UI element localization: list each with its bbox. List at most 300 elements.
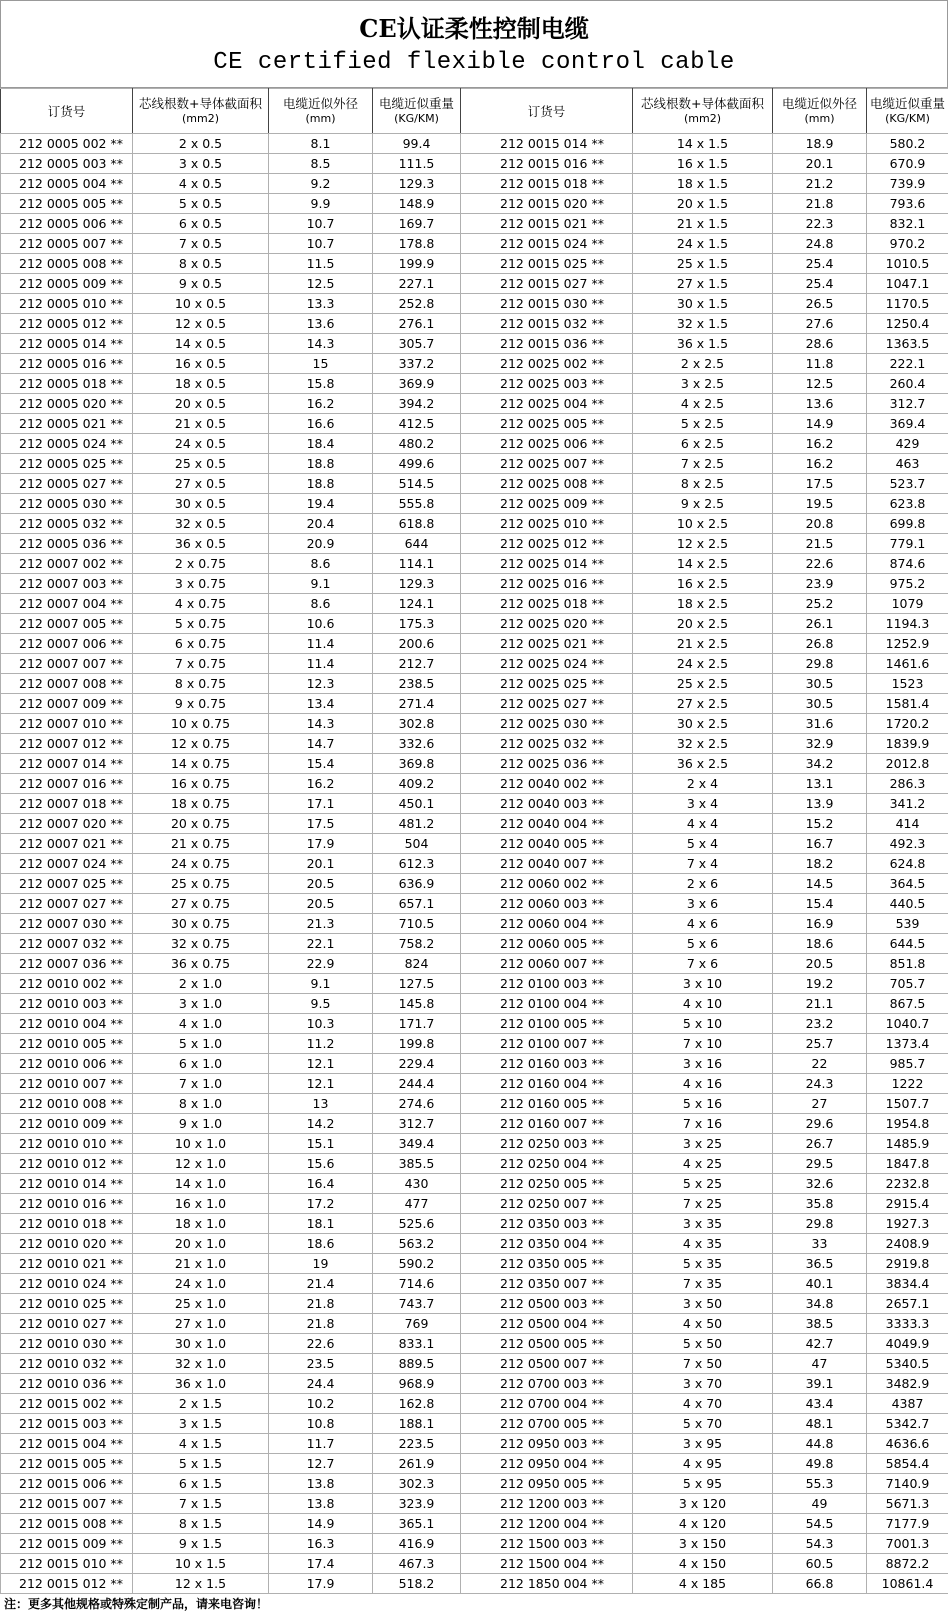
cores-cell: 32 x 0.5	[133, 514, 269, 534]
table-row	[1, 1374, 948, 1394]
table-row	[1, 954, 948, 974]
order-no-cell: 212 0007 025 **	[1, 874, 133, 894]
weight-cell: 4049.9	[867, 1334, 948, 1354]
order-no-cell: 212 0015 030 **	[461, 294, 633, 314]
order-no-cell: 212 0010 004 **	[1, 1014, 133, 1034]
diameter-cell: 27	[773, 1094, 867, 1114]
table-row	[1, 454, 948, 474]
table-row	[1, 1434, 948, 1454]
cores-cell: 2 x 1.0	[133, 974, 269, 994]
weight-cell: 323.9	[373, 1494, 461, 1514]
order-no-cell: 212 0700 005 **	[461, 1414, 633, 1434]
cable-spec-table	[0, 88, 948, 1594]
table-row	[1, 214, 948, 234]
order-no-cell: 212 0010 020 **	[1, 1234, 133, 1254]
cores-cell: 5 x 70	[633, 1414, 773, 1434]
weight-cell: 223.5	[373, 1434, 461, 1454]
weight-cell: 171.7	[373, 1014, 461, 1034]
diameter-cell: 43.4	[773, 1394, 867, 1414]
diameter-cell: 13.4	[269, 694, 373, 714]
table-row	[1, 1314, 948, 1334]
cores-cell: 18 x 0.5	[133, 374, 269, 394]
weight-cell: 4387	[867, 1394, 948, 1414]
weight-cell: 129.3	[373, 174, 461, 194]
cores-cell: 9 x 1.0	[133, 1114, 269, 1134]
diameter-cell: 14.9	[773, 414, 867, 434]
cores-cell: 5 x 4	[633, 834, 773, 854]
order-no-cell: 212 0010 010 **	[1, 1134, 133, 1154]
order-no-cell: 212 0005 014 **	[1, 334, 133, 354]
table-row	[1, 554, 948, 574]
weight-cell: 1250.4	[867, 314, 948, 334]
weight-cell: 555.8	[373, 494, 461, 514]
diameter-cell: 16.2	[269, 394, 373, 414]
weight-cell: 2408.9	[867, 1234, 948, 1254]
diameter-cell: 13.6	[269, 314, 373, 334]
order-no-cell: 212 0007 005 **	[1, 614, 133, 634]
order-no-cell: 212 0005 008 **	[1, 254, 133, 274]
cores-cell: 4 x 25	[633, 1154, 773, 1174]
cores-cell: 7 x 16	[633, 1114, 773, 1134]
cores-cell: 27 x 0.75	[133, 894, 269, 914]
cores-cell: 5 x 16	[633, 1094, 773, 1114]
weight-cell: 227.1	[373, 274, 461, 294]
weight-cell: 699.8	[867, 514, 948, 534]
order-no-cell: 212 0010 025 **	[1, 1294, 133, 1314]
order-no-cell: 212 0160 003 **	[461, 1054, 633, 1074]
order-no-cell: 212 0100 003 **	[461, 974, 633, 994]
diameter-cell: 29.6	[773, 1114, 867, 1134]
cores-cell: 6 x 2.5	[633, 434, 773, 454]
table-row	[1, 1494, 948, 1514]
cores-cell: 5 x 95	[633, 1474, 773, 1494]
order-no-cell: 212 0025 025 **	[461, 674, 633, 694]
diameter-cell: 12.5	[269, 274, 373, 294]
weight-cell: 129.3	[373, 574, 461, 594]
diameter-cell: 13.3	[269, 294, 373, 314]
cores-cell: 12 x 1.5	[133, 1574, 269, 1594]
cores-cell: 3 x 10	[633, 974, 773, 994]
weight-cell: 968.9	[373, 1374, 461, 1394]
diameter-cell: 12.1	[269, 1054, 373, 1074]
cores-cell: 20 x 1.5	[633, 194, 773, 214]
order-no-cell: 212 0250 003 **	[461, 1134, 633, 1154]
table-row	[1, 154, 948, 174]
order-no-cell: 212 0005 012 **	[1, 314, 133, 334]
weight-cell: 710.5	[373, 914, 461, 934]
header-cores-2	[633, 89, 773, 134]
table-row	[1, 1454, 948, 1474]
weight-cell: 212.7	[373, 654, 461, 674]
table-row	[1, 654, 948, 674]
weight-cell: 369.9	[373, 374, 461, 394]
order-no-cell: 212 0025 016 **	[461, 574, 633, 594]
header-diameter	[269, 89, 373, 134]
weight-cell: 312.7	[867, 394, 948, 414]
diameter-cell: 25.4	[773, 254, 867, 274]
diameter-cell: 13.1	[773, 774, 867, 794]
weight-cell: 332.6	[373, 734, 461, 754]
order-no-cell: 212 0010 012 **	[1, 1154, 133, 1174]
diameter-cell: 54.5	[773, 1514, 867, 1534]
diameter-cell: 23.9	[773, 574, 867, 594]
header-order-no-2: 订货号	[461, 89, 633, 134]
cores-cell: 36 x 0.5	[133, 534, 269, 554]
diameter-cell: 23.2	[773, 1014, 867, 1034]
cores-cell: 7 x 1.0	[133, 1074, 269, 1094]
table-row	[1, 314, 948, 334]
cores-cell: 30 x 0.5	[133, 494, 269, 514]
weight-cell: 824	[373, 954, 461, 974]
diameter-cell: 8.6	[269, 594, 373, 614]
table-row	[1, 1114, 948, 1134]
order-no-cell: 212 0010 009 **	[1, 1114, 133, 1134]
cores-cell: 32 x 0.75	[133, 934, 269, 954]
diameter-cell: 28.6	[773, 334, 867, 354]
weight-cell: 114.1	[373, 554, 461, 574]
weight-cell: 199.9	[373, 254, 461, 274]
diameter-cell: 14.3	[269, 334, 373, 354]
order-no-cell: 212 0010 036 **	[1, 1374, 133, 1394]
order-no-cell: 212 0010 014 **	[1, 1174, 133, 1194]
weight-cell: 124.1	[373, 594, 461, 614]
cores-cell: 3 x 4	[633, 794, 773, 814]
table-row	[1, 494, 948, 514]
weight-cell: 612.3	[373, 854, 461, 874]
order-no-cell: 212 0025 004 **	[461, 394, 633, 414]
header-weight-unit: (KG/KM)	[394, 112, 439, 125]
diameter-cell: 14.5	[773, 874, 867, 894]
diameter-cell: 21.3	[269, 914, 373, 934]
diameter-cell: 11.2	[269, 1034, 373, 1054]
order-no-cell: 212 0015 018 **	[461, 174, 633, 194]
table-row	[1, 1294, 948, 1314]
diameter-cell: 20.1	[773, 154, 867, 174]
cores-cell: 2 x 6	[633, 874, 773, 894]
cores-cell: 32 x 1.5	[633, 314, 773, 334]
order-no-cell: 212 0025 006 **	[461, 434, 633, 454]
weight-cell: 499.6	[373, 454, 461, 474]
weight-cell: 7001.3	[867, 1534, 948, 1554]
diameter-cell: 19	[269, 1254, 373, 1274]
diameter-cell: 18.4	[269, 434, 373, 454]
weight-cell: 1507.7	[867, 1094, 948, 1114]
cores-cell: 16 x 0.5	[133, 354, 269, 374]
weight-cell: 970.2	[867, 234, 948, 254]
order-no-cell: 212 0500 004 **	[461, 1314, 633, 1334]
diameter-cell: 29.8	[773, 654, 867, 674]
diameter-cell: 8.5	[269, 154, 373, 174]
cores-cell: 12 x 0.75	[133, 734, 269, 754]
order-no-cell: 212 1500 004 **	[461, 1554, 633, 1574]
order-no-cell: 212 0010 021 **	[1, 1254, 133, 1274]
order-no-cell: 212 0025 024 **	[461, 654, 633, 674]
cores-cell: 3 x 35	[633, 1214, 773, 1234]
cores-cell: 2 x 1.5	[133, 1394, 269, 1414]
diameter-cell: 49	[773, 1494, 867, 1514]
diameter-cell: 20.4	[269, 514, 373, 534]
cores-cell: 10 x 2.5	[633, 514, 773, 534]
order-no-cell: 212 0350 004 **	[461, 1234, 633, 1254]
diameter-cell: 18.9	[773, 134, 867, 154]
order-no-cell: 212 0015 006 **	[1, 1474, 133, 1494]
weight-cell: 580.2	[867, 134, 948, 154]
cores-cell: 4 x 6	[633, 914, 773, 934]
cores-cell: 4 x 1.0	[133, 1014, 269, 1034]
header-weight-label: 电缆近似重量	[378, 96, 454, 111]
order-no-cell: 212 0015 036 **	[461, 334, 633, 354]
diameter-cell: 10.6	[269, 614, 373, 634]
diameter-cell: 11.4	[269, 634, 373, 654]
order-no-cell: 212 0500 007 **	[461, 1354, 633, 1374]
diameter-cell: 15.4	[269, 754, 373, 774]
diameter-cell: 16.9	[773, 914, 867, 934]
order-no-cell: 212 0007 010 **	[1, 714, 133, 734]
weight-cell: 5854.4	[867, 1454, 948, 1474]
order-no-cell: 212 0015 025 **	[461, 254, 633, 274]
order-no-cell: 212 0160 005 **	[461, 1094, 633, 1114]
weight-cell: 670.9	[867, 154, 948, 174]
order-no-cell: 212 0005 009 **	[1, 274, 133, 294]
header-weight	[373, 89, 461, 134]
order-no-cell: 212 0700 003 **	[461, 1374, 633, 1394]
cores-cell: 5 x 10	[633, 1014, 773, 1034]
cores-cell: 9 x 2.5	[633, 494, 773, 514]
weight-cell: 563.2	[373, 1234, 461, 1254]
cores-cell: 36 x 1.0	[133, 1374, 269, 1394]
cores-cell: 16 x 1.5	[633, 154, 773, 174]
order-no-cell: 212 1200 004 **	[461, 1514, 633, 1534]
table-row	[1, 1094, 948, 1114]
diameter-cell: 9.2	[269, 174, 373, 194]
order-no-cell: 212 0010 007 **	[1, 1074, 133, 1094]
diameter-cell: 49.8	[773, 1454, 867, 1474]
cores-cell: 9 x 0.5	[133, 274, 269, 294]
cores-cell: 36 x 2.5	[633, 754, 773, 774]
diameter-cell: 10.3	[269, 1014, 373, 1034]
cores-cell: 4 x 185	[633, 1574, 773, 1594]
cores-cell: 7 x 4	[633, 854, 773, 874]
table-row	[1, 974, 948, 994]
diameter-cell: 16.7	[773, 834, 867, 854]
header-order-no: 订货号	[1, 89, 133, 134]
cores-cell: 7 x 0.75	[133, 654, 269, 674]
order-no-cell: 212 0005 007 **	[1, 234, 133, 254]
diameter-cell: 15.6	[269, 1154, 373, 1174]
diameter-cell: 22.9	[269, 954, 373, 974]
diameter-cell: 26.7	[773, 1134, 867, 1154]
weight-cell: 832.1	[867, 214, 948, 234]
table-body	[1, 134, 948, 1594]
diameter-cell: 24.3	[773, 1074, 867, 1094]
cores-cell: 24 x 1.0	[133, 1274, 269, 1294]
order-no-cell: 212 0160 007 **	[461, 1114, 633, 1134]
cores-cell: 24 x 1.5	[633, 234, 773, 254]
order-no-cell: 212 0005 027 **	[1, 474, 133, 494]
diameter-cell: 9.1	[269, 574, 373, 594]
cores-cell: 21 x 1.0	[133, 1254, 269, 1274]
weight-cell: 644	[373, 534, 461, 554]
order-no-cell: 212 0025 010 **	[461, 514, 633, 534]
diameter-cell: 14.2	[269, 1114, 373, 1134]
weight-cell: 169.7	[373, 214, 461, 234]
order-no-cell: 212 0005 005 **	[1, 194, 133, 214]
header-cores-unit-2: (mm2)	[683, 112, 721, 125]
cores-cell: 4 x 35	[633, 1234, 773, 1254]
table-row	[1, 394, 948, 414]
order-no-cell: 212 0040 005 **	[461, 834, 633, 854]
cores-cell: 20 x 1.0	[133, 1234, 269, 1254]
diameter-cell: 36.5	[773, 1254, 867, 1274]
cores-cell: 8 x 1.5	[133, 1514, 269, 1534]
diameter-cell: 18.6	[269, 1234, 373, 1254]
diameter-cell: 16.4	[269, 1174, 373, 1194]
cores-cell: 3 x 0.5	[133, 154, 269, 174]
diameter-cell: 34.8	[773, 1294, 867, 1314]
diameter-cell: 20.9	[269, 534, 373, 554]
diameter-cell: 29.8	[773, 1214, 867, 1234]
order-no-cell: 212 0950 005 **	[461, 1474, 633, 1494]
cores-cell: 20 x 0.75	[133, 814, 269, 834]
cores-cell: 14 x 2.5	[633, 554, 773, 574]
weight-cell: 271.4	[373, 694, 461, 714]
weight-cell: 851.8	[867, 954, 948, 974]
cores-cell: 25 x 2.5	[633, 674, 773, 694]
order-no-cell: 212 0010 005 **	[1, 1034, 133, 1054]
table-row	[1, 134, 948, 154]
cores-cell: 8 x 1.0	[133, 1094, 269, 1114]
diameter-cell: 17.1	[269, 794, 373, 814]
diameter-cell: 15.2	[773, 814, 867, 834]
order-no-cell: 212 0500 003 **	[461, 1294, 633, 1314]
weight-cell: 793.6	[867, 194, 948, 214]
diameter-cell: 13.6	[773, 394, 867, 414]
weight-cell: 10861.4	[867, 1574, 948, 1594]
cores-cell: 4 x 16	[633, 1074, 773, 1094]
weight-cell: 463	[867, 454, 948, 474]
order-no-cell: 212 0007 032 **	[1, 934, 133, 954]
order-no-cell: 212 0015 024 **	[461, 234, 633, 254]
table-row	[1, 774, 948, 794]
order-no-cell: 212 0160 004 **	[461, 1074, 633, 1094]
table-row	[1, 1214, 948, 1234]
order-no-cell: 212 0015 004 **	[1, 1434, 133, 1454]
cores-cell: 21 x 0.75	[133, 834, 269, 854]
table-row	[1, 194, 948, 214]
order-no-cell: 212 0007 030 **	[1, 914, 133, 934]
cores-cell: 12 x 0.5	[133, 314, 269, 334]
diameter-cell: 14.3	[269, 714, 373, 734]
table-row	[1, 514, 948, 534]
weight-cell: 480.2	[373, 434, 461, 454]
weight-cell: 514.5	[373, 474, 461, 494]
weight-cell: 409.2	[373, 774, 461, 794]
order-no-cell: 212 0007 016 **	[1, 774, 133, 794]
weight-cell: 657.1	[373, 894, 461, 914]
weight-cell: 286.3	[867, 774, 948, 794]
order-no-cell: 212 1200 003 **	[461, 1494, 633, 1514]
table-row	[1, 1394, 948, 1414]
weight-cell: 5342.7	[867, 1414, 948, 1434]
cores-cell: 4 x 95	[633, 1454, 773, 1474]
order-no-cell: 212 0350 003 **	[461, 1214, 633, 1234]
table-row	[1, 1574, 948, 1594]
weight-cell: 148.9	[373, 194, 461, 214]
table-row	[1, 1274, 948, 1294]
order-no-cell: 212 0060 002 **	[461, 874, 633, 894]
weight-cell: 590.2	[373, 1254, 461, 1274]
order-no-cell: 212 0015 010 **	[1, 1554, 133, 1574]
table-row	[1, 414, 948, 434]
diameter-cell: 16.2	[269, 774, 373, 794]
diameter-cell: 35.8	[773, 1194, 867, 1214]
weight-cell: 739.9	[867, 174, 948, 194]
order-no-cell: 212 0025 005 **	[461, 414, 633, 434]
weight-cell: 758.2	[373, 934, 461, 954]
diameter-cell: 21.8	[773, 194, 867, 214]
weight-cell: 252.8	[373, 294, 461, 314]
weight-cell: 412.5	[373, 414, 461, 434]
order-no-cell: 212 0015 020 **	[461, 194, 633, 214]
table-row	[1, 1474, 948, 1494]
diameter-cell: 19.5	[773, 494, 867, 514]
cores-cell: 8 x 0.75	[133, 674, 269, 694]
table-row	[1, 694, 948, 714]
weight-cell: 341.2	[867, 794, 948, 814]
diameter-cell: 21.5	[773, 534, 867, 554]
diameter-cell: 30.5	[773, 694, 867, 714]
weight-cell: 467.3	[373, 1554, 461, 1574]
cores-cell: 8 x 2.5	[633, 474, 773, 494]
order-no-cell: 212 0005 003 **	[1, 154, 133, 174]
cores-cell: 3 x 150	[633, 1534, 773, 1554]
order-no-cell: 212 0007 009 **	[1, 694, 133, 714]
cores-cell: 3 x 50	[633, 1294, 773, 1314]
weight-cell: 1954.8	[867, 1114, 948, 1134]
cores-cell: 14 x 0.5	[133, 334, 269, 354]
weight-cell: 274.6	[373, 1094, 461, 1114]
cores-cell: 7 x 10	[633, 1034, 773, 1054]
order-no-cell: 212 0007 014 **	[1, 754, 133, 774]
order-no-cell: 212 0010 008 **	[1, 1094, 133, 1114]
table-row	[1, 854, 948, 874]
weight-cell: 188.1	[373, 1414, 461, 1434]
table-row	[1, 334, 948, 354]
order-no-cell: 212 0250 007 **	[461, 1194, 633, 1214]
weight-cell: 1927.3	[867, 1214, 948, 1234]
weight-cell: 7177.9	[867, 1514, 948, 1534]
weight-cell: 162.8	[373, 1394, 461, 1414]
order-no-cell: 212 0005 018 **	[1, 374, 133, 394]
cores-cell: 7 x 0.5	[133, 234, 269, 254]
cores-cell: 3 x 1.0	[133, 994, 269, 1014]
table-row	[1, 534, 948, 554]
diameter-cell: 16.6	[269, 414, 373, 434]
order-no-cell: 212 0025 018 **	[461, 594, 633, 614]
table-row	[1, 1514, 948, 1534]
table-row	[1, 1174, 948, 1194]
header-cores	[133, 89, 269, 134]
table-row	[1, 614, 948, 634]
order-no-cell: 212 0015 021 **	[461, 214, 633, 234]
weight-cell: 416.9	[373, 1534, 461, 1554]
diameter-cell: 9.1	[269, 974, 373, 994]
table-row	[1, 1134, 948, 1154]
cores-cell: 2 x 2.5	[633, 354, 773, 374]
weight-cell: 705.7	[867, 974, 948, 994]
diameter-cell: 26.8	[773, 634, 867, 654]
order-no-cell: 212 0005 021 **	[1, 414, 133, 434]
